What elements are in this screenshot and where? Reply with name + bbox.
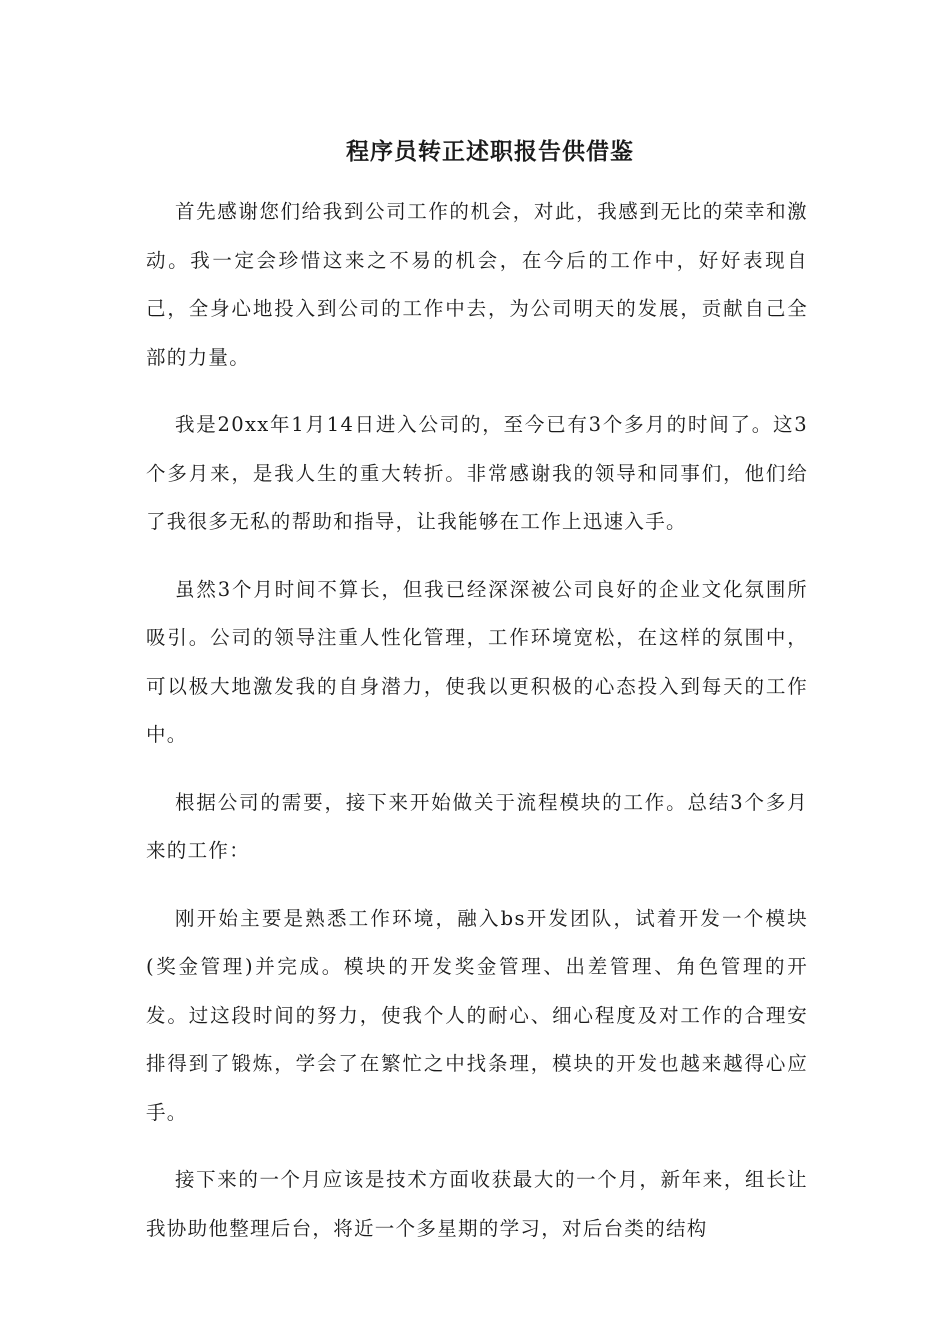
paragraph: 首先感谢您们给我到公司工作的机会，对此，我感到无比的荣幸和激动。我一定会珍惜这来之不易的机会，在今后的工作中，好好表现自己，全身心地投入到公司的工作中去，为公司明天的发展，贡献自己全部的力量。 (146, 200, 808, 369)
paragraph: 根据公司的需要，接下来开始做关于流程模块的工作。总结3个多月来的工作： (146, 790, 808, 862)
document-body (146, 188, 808, 1272)
paragraph: 我是20xx年1月14日进入公司的，至今已有3个多月的时间了。这3个多月来，是我人生的重大转折。非常感谢我的领导和同事们，他们给了我很多无私的帮助和指导，让我能够在工作上迅速入手。 (146, 413, 808, 533)
paragraph: 虽然3个月时间不算长，但我已经深深被公司良好的企业文化氛围所吸引。公司的领导注重人性化管理，工作环境宽松，在这样的氛围中，可以极大地激发我的自身潜力，使我以更积极的心态投入到每天的工作中。 (146, 577, 808, 746)
document-title: 程序员转正述职报告供借鉴 (346, 138, 634, 165)
paragraph: 接下来的一个月应该是技术方面收获最大的一个月，新年来，组长让我协助他整理后台，将近一个多星期的学习，对后台类的结构 (146, 1168, 808, 1240)
paragraph: 刚开始主要是熟悉工作环境，融入bs开发团队，试着开发一个模块(奖金管理)并完成。模块的开发奖金管理、出差管理、角色管理的开发。过这段时间的努力，使我个人的耐心、细心程度及对工作的合理安排得到了锻炼，学会了在繁忙之中找条理，模块的开发也越来越得心应手。 (146, 906, 808, 1124)
